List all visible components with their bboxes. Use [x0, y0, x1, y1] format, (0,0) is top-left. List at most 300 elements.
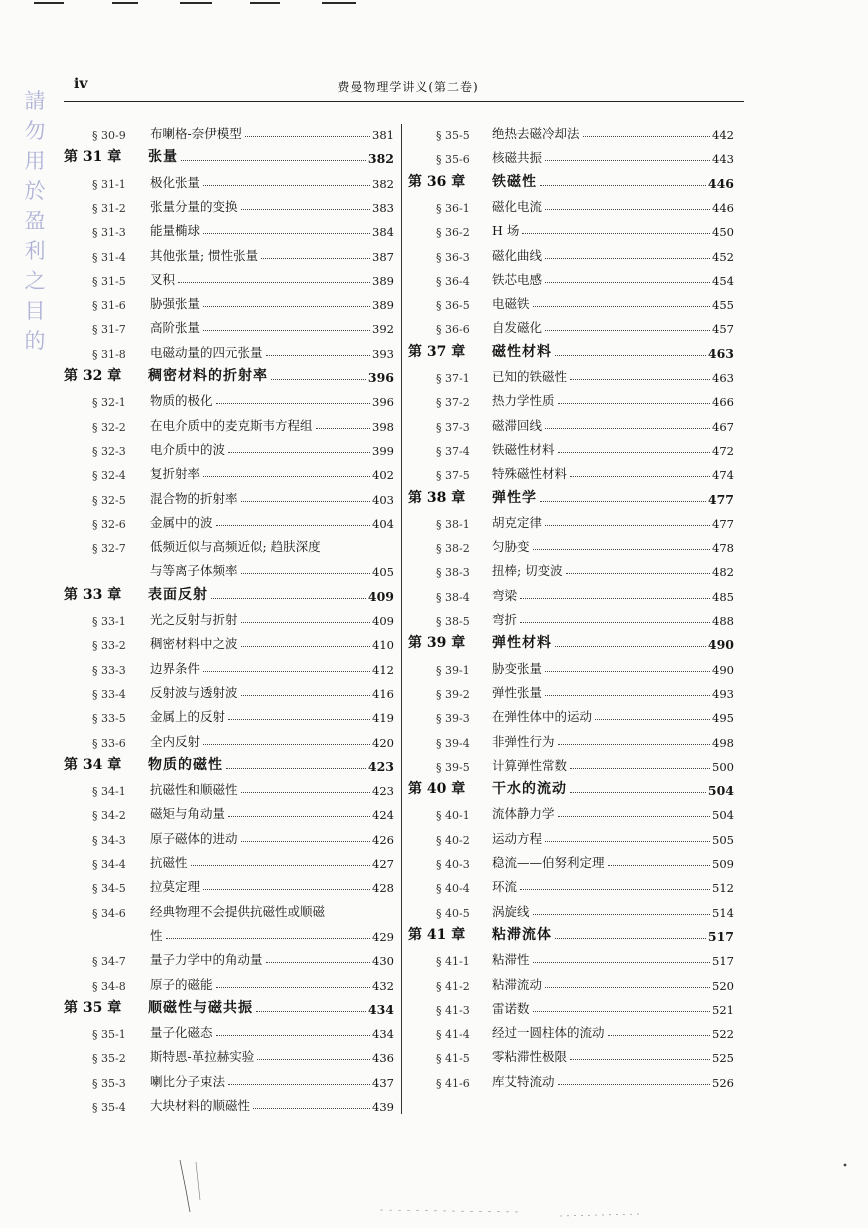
toc-section	[92, 944, 394, 968]
dot-leader	[241, 792, 371, 793]
dot-leader	[203, 476, 370, 477]
dot-leader	[555, 646, 706, 647]
dot-leader	[316, 428, 371, 429]
dot-leader	[211, 598, 366, 599]
chapter-title: 磁性材料	[492, 343, 552, 360]
section-number: § 32-7	[92, 542, 126, 556]
dot-leader	[520, 598, 710, 599]
section-number: § 36-4	[436, 274, 470, 288]
toc-section	[92, 701, 394, 725]
section-number: § 39-5	[436, 760, 470, 774]
page-ref: 412	[372, 662, 394, 677]
chapter-title: 物质的磁性	[148, 756, 223, 773]
page-ref: 396	[372, 395, 394, 410]
toc-section	[92, 798, 394, 822]
page-ref: 493	[712, 686, 734, 701]
toc-section	[436, 361, 734, 385]
section-title: 涡旋线	[492, 903, 530, 919]
header-rule	[64, 101, 744, 102]
section-number: § 34-6	[92, 906, 126, 920]
dot-leader	[583, 136, 711, 137]
toc-chapter	[408, 628, 734, 652]
toc-section	[436, 604, 734, 628]
chapter-title: 干水的流动	[492, 781, 567, 798]
page-ref: 466	[712, 395, 734, 410]
toc-section	[92, 410, 394, 434]
toc-section	[92, 288, 394, 312]
dot-leader	[266, 355, 371, 356]
section-title: 大块材料的顺磁性	[150, 1098, 251, 1113]
dot-leader	[203, 330, 370, 331]
section-title: 胁强张量	[150, 296, 201, 312]
column-divider	[401, 124, 402, 1114]
chapter-number: 第 33 章	[64, 586, 122, 603]
page-ref: 446	[707, 175, 734, 191]
toc-chapter	[408, 920, 734, 944]
page-ref: 437	[372, 1075, 394, 1090]
dot-leader	[228, 452, 370, 453]
section-number: § 37-2	[436, 396, 470, 410]
section-title: 核磁共振	[492, 150, 543, 166]
section-number: § 35-6	[436, 153, 470, 167]
dot-leader	[256, 1011, 366, 1012]
page-ref: 398	[372, 419, 394, 434]
section-title: 张量分量的变换	[150, 198, 238, 214]
section-title: 其他张量; 惯性张量	[150, 247, 259, 263]
section-title: 量子化磁态	[150, 1025, 213, 1041]
dot-leader	[566, 573, 710, 574]
toc-section	[436, 993, 734, 1017]
page-ref: 389	[372, 273, 394, 288]
toc-section	[92, 434, 394, 458]
section-title: 金属中的波	[150, 514, 213, 530]
section-title: 金属上的反射	[150, 709, 226, 725]
section-title: 高阶张量	[150, 320, 201, 336]
section-number: § 32-3	[92, 444, 126, 458]
stamp-char: 勿	[24, 119, 46, 143]
toc-section	[436, 215, 734, 239]
toc-section	[92, 264, 394, 288]
section-number: § 32-5	[92, 493, 126, 507]
toc-section	[436, 847, 734, 871]
section-number: § 39-2	[436, 687, 470, 701]
dot-leader	[545, 695, 710, 696]
dot-leader	[271, 379, 366, 380]
section-number: § 34-4	[92, 858, 126, 871]
section-number: § 37-4	[436, 444, 470, 458]
section-title: 经典物理不会提供抗磁性或顺磁	[150, 903, 326, 919]
page-ref: 482	[712, 565, 734, 580]
section-title: 自发磁化	[492, 320, 543, 336]
page-ref: 382	[367, 151, 394, 167]
toc-section	[92, 458, 394, 482]
chapter-number: 第 40 章	[408, 781, 466, 798]
section-number: § 40-3	[436, 858, 470, 871]
toc-section	[92, 653, 394, 677]
page-ref: 446	[712, 200, 734, 215]
dot-leader	[558, 744, 711, 745]
section-title: 能量椭球	[150, 223, 201, 239]
section-number: § 36-3	[436, 250, 470, 264]
toc-section	[92, 823, 394, 847]
page-ref: 436	[372, 1051, 394, 1066]
page-ref: 477	[707, 491, 734, 507]
page-ref: 485	[712, 589, 734, 604]
section-title: 雷诺数	[492, 1000, 530, 1016]
toc-section	[436, 434, 734, 458]
page-ref: 409	[372, 614, 394, 628]
section-title: 热力学性质	[492, 393, 555, 409]
page-ref: 399	[372, 443, 394, 458]
page-header	[74, 76, 742, 100]
toc-section	[436, 677, 734, 701]
page-ref: 387	[372, 249, 394, 264]
page-ref: 429	[372, 929, 394, 944]
toc-section	[92, 1066, 394, 1090]
toc-section	[92, 240, 394, 264]
dot-leader	[216, 403, 371, 404]
toc-section	[436, 531, 734, 555]
toc-section	[436, 288, 734, 312]
chapter-number: 第 35 章	[64, 999, 122, 1016]
section-number: § 33-4	[92, 687, 126, 701]
section-number: § 36-5	[436, 299, 470, 313]
chapter-title: 稠密材料的折射率	[148, 368, 268, 384]
toc-section	[436, 750, 734, 774]
dot-leader	[545, 671, 710, 672]
section-number: § 34-5	[92, 882, 126, 896]
section-number: § 32-1	[92, 396, 126, 410]
dot-leader	[228, 816, 370, 817]
stamp-char: 用	[24, 149, 46, 173]
page-ref: 450	[712, 225, 734, 240]
section-number: § 31-8	[92, 347, 126, 361]
dot-leader	[203, 889, 370, 890]
page-ref: 452	[712, 249, 734, 264]
toc-section	[436, 240, 734, 264]
dot-leader	[533, 306, 711, 307]
toc-section	[436, 264, 734, 288]
toc-chapter	[408, 167, 734, 191]
chapter-number: 第 32 章	[64, 368, 122, 384]
section-number: § 39-1	[436, 663, 470, 677]
section-title: H 场	[492, 223, 520, 239]
section-title: 特殊磁性材料	[492, 466, 568, 482]
section-number: § 31-2	[92, 201, 126, 215]
dot-leader	[203, 744, 370, 745]
page-ref: 463	[712, 371, 734, 385]
stamp-char: 的	[24, 329, 46, 353]
dot-leader	[595, 719, 710, 720]
page-ref: 439	[372, 1100, 394, 1114]
section-title: 布喇格-奈伊模型	[150, 126, 242, 141]
page-ref: 393	[372, 346, 394, 361]
dot-leader	[558, 816, 711, 817]
toc-section	[436, 142, 734, 166]
page-ref: 392	[372, 322, 394, 337]
section-number: § 33-3	[92, 663, 126, 677]
dot-leader	[226, 768, 366, 769]
section-number: § 36-1	[436, 201, 470, 215]
section-number: § 40-2	[436, 833, 470, 847]
page-ref: 490	[712, 662, 734, 677]
section-title: 粘滞流动	[492, 976, 543, 992]
dot-leader	[555, 355, 706, 356]
section-title: 流体静力学	[492, 806, 555, 822]
page-ref: 389	[372, 298, 394, 313]
page-ref: 455	[712, 298, 734, 313]
dot-leader	[608, 865, 711, 866]
dot-leader	[570, 1059, 710, 1060]
section-number: § 33-2	[92, 639, 126, 653]
dot-leader	[166, 938, 371, 939]
section-title: 极化张量	[150, 174, 201, 190]
watermark-stamp	[20, 86, 50, 356]
dot-leader	[241, 646, 371, 647]
dot-leader	[545, 841, 710, 842]
section-number: § 34-2	[92, 809, 126, 823]
dot-leader	[608, 1035, 711, 1036]
section-title: 与等离子体频率	[150, 563, 238, 579]
page-ref: 434	[367, 1001, 394, 1017]
dot-leader	[558, 1084, 711, 1085]
page-ref: 402	[372, 468, 394, 483]
section-title: 磁化曲线	[492, 247, 543, 263]
section-number: § 40-5	[436, 906, 470, 920]
section-title: 性	[150, 927, 163, 943]
section-title: 叉积	[150, 271, 176, 287]
page-ref: 472	[712, 443, 734, 458]
toc-section	[92, 167, 394, 191]
section-number: § 38-5	[436, 615, 470, 628]
page-ref: 454	[712, 273, 734, 288]
page-ref: 426	[372, 832, 394, 847]
dot-leader	[545, 282, 710, 283]
toc-section	[92, 118, 394, 142]
toc-section	[436, 458, 734, 482]
section-title: 边界条件	[150, 660, 201, 676]
top-edge-marks	[0, 0, 868, 6]
toc-section	[92, 1017, 394, 1041]
stamp-char: 於	[24, 179, 46, 203]
page-ref: 430	[372, 954, 394, 969]
dot-leader	[178, 282, 370, 283]
toc-section	[436, 944, 734, 968]
chapter-title: 弹性学	[492, 489, 537, 506]
section-number: § 34-3	[92, 833, 126, 847]
section-number: § 32-4	[92, 469, 126, 483]
toc-section	[436, 507, 734, 531]
dot-leader	[216, 1035, 371, 1036]
toc-section	[436, 118, 734, 142]
chapter-title: 弹性材料	[492, 635, 552, 652]
section-title: 量子力学中的角动量	[150, 952, 263, 968]
section-number: § 31-1	[92, 177, 126, 191]
section-title: 匀胁变	[492, 539, 530, 555]
section-title: 计算弹性常数	[492, 757, 568, 773]
toc-section	[92, 312, 394, 336]
toc-chapter	[64, 142, 394, 166]
toc-section	[92, 555, 394, 579]
page-ref: 490	[707, 637, 734, 653]
toc-section	[436, 823, 734, 847]
section-title: 环流	[492, 879, 518, 895]
toc-section	[436, 191, 734, 215]
dot-leader	[241, 841, 371, 842]
section-title: 运动方程	[492, 830, 543, 846]
section-title: 在电介质中的麦克斯韦方程组	[150, 417, 313, 433]
section-number: § 34-1	[92, 785, 126, 799]
section-title: 喇比分子束法	[150, 1073, 226, 1089]
section-title: 非弹性行为	[492, 733, 555, 749]
stamp-char: 之	[24, 269, 46, 293]
section-title: 弯梁	[492, 587, 518, 603]
page-ref: 409	[367, 588, 394, 604]
section-title: 绝热去磁冷却法	[492, 126, 580, 141]
dot-leader	[558, 452, 711, 453]
page-ref: 420	[372, 735, 394, 750]
dot-leader	[241, 622, 371, 623]
chapter-title: 粘滞流体	[492, 926, 552, 943]
dot-leader	[558, 403, 711, 404]
page-ref: 504	[707, 783, 734, 799]
section-title: 低频近似与高频近似; 趋肤深度	[150, 539, 321, 555]
dot-leader	[241, 573, 371, 574]
section-title: 磁化电流	[492, 198, 543, 214]
dot-leader	[545, 428, 710, 429]
section-number: § 31-5	[92, 274, 126, 288]
page-ref: 457	[712, 322, 734, 337]
section-number: § 33-1	[92, 615, 126, 628]
dot-leader	[216, 525, 371, 526]
chapter-number: 第 41 章	[408, 926, 466, 943]
toc-section	[436, 580, 734, 604]
page-ref: 423	[367, 758, 394, 774]
section-number: § 31-6	[92, 299, 126, 313]
section-title: 抗磁性	[150, 855, 188, 870]
dot-leader	[228, 1084, 370, 1085]
section-title: 斯特恩-革拉赫实验	[150, 1049, 255, 1065]
dot-leader	[545, 160, 710, 161]
dot-leader	[203, 671, 370, 672]
section-title: 已知的铁磁性	[492, 369, 568, 384]
dot-leader	[555, 938, 706, 939]
page-ref: 521	[712, 1002, 734, 1017]
page-ref: 520	[712, 978, 734, 993]
dot-leader	[241, 209, 371, 210]
section-number: § 33-6	[92, 736, 126, 750]
toc-section	[436, 1066, 734, 1090]
section-number: § 41-5	[436, 1052, 470, 1066]
toc-section	[92, 847, 394, 871]
section-number: § 31-3	[92, 226, 126, 240]
toc-chapter	[64, 361, 394, 385]
dot-leader	[570, 379, 710, 380]
section-number: § 39-4	[436, 736, 470, 750]
section-title: 铁磁性材料	[492, 441, 555, 457]
section-number: § 37-3	[436, 420, 470, 434]
dot-leader	[545, 330, 710, 331]
dot-leader	[545, 987, 710, 988]
dot-leader	[203, 185, 370, 186]
toc-section	[436, 871, 734, 895]
toc-section	[92, 385, 394, 409]
section-number: § 31-7	[92, 323, 126, 337]
dot-leader	[540, 185, 706, 186]
dot-leader	[216, 987, 371, 988]
section-number: § 41-3	[436, 1003, 470, 1017]
toc-section	[92, 337, 394, 361]
section-title: 原子的磁能	[150, 976, 213, 992]
chapter-title: 铁磁性	[492, 173, 537, 190]
toc-section	[436, 555, 734, 579]
dot-leader	[261, 258, 370, 259]
stamp-char: 請	[24, 89, 46, 113]
toc-section	[92, 1090, 394, 1114]
section-number: § 40-4	[436, 882, 470, 896]
dot-leader	[540, 501, 706, 502]
toc-section	[92, 774, 394, 798]
toc-section	[92, 215, 394, 239]
section-number: § 38-2	[436, 542, 470, 556]
toc-section	[436, 896, 734, 920]
dot-leader	[522, 233, 710, 234]
section-number: § 30-9	[92, 129, 126, 142]
dot-leader	[570, 476, 710, 477]
toc-section	[92, 191, 394, 215]
dot-leader	[253, 1108, 370, 1109]
dot-leader	[570, 768, 710, 769]
chapter-number: 第 36 章	[408, 173, 466, 190]
section-number: § 37-1	[436, 372, 470, 385]
dot-leader	[191, 865, 371, 866]
section-title: 电磁铁	[492, 296, 530, 312]
page-ref: 419	[372, 711, 394, 726]
toc-section	[92, 871, 394, 895]
section-title: 零粘滞性极限	[492, 1049, 568, 1065]
section-number: § 36-6	[436, 323, 470, 337]
page-ref: 382	[372, 176, 394, 191]
page-ref: 467	[712, 419, 734, 434]
section-number: § 35-2	[92, 1052, 126, 1066]
page-ref: 381	[372, 128, 394, 142]
section-number: § 34-8	[92, 979, 126, 993]
section-title: 铁芯电感	[492, 271, 543, 287]
toc-section	[92, 896, 394, 920]
chapter-title: 顺磁性与磁共振	[148, 999, 253, 1016]
section-title: 磁矩与角动量	[150, 806, 226, 822]
page-ref: 477	[712, 516, 734, 531]
section-title: 在弹性体中的运动	[492, 709, 593, 725]
section-title: 电磁动量的四元张量	[150, 344, 263, 360]
section-number: § 35-4	[92, 1101, 126, 1114]
section-number: § 38-4	[436, 590, 470, 604]
toc-section	[92, 969, 394, 993]
section-title: 粘滞性	[492, 952, 530, 968]
page-ref: 463	[707, 345, 734, 361]
chapter-title: 表面反射	[148, 586, 208, 603]
page-ref: 474	[712, 468, 734, 483]
dot-leader	[203, 233, 370, 234]
section-number: § 31-4	[92, 250, 126, 264]
dot-leader	[533, 1011, 711, 1012]
dot-leader	[203, 306, 370, 307]
dot-leader	[545, 525, 710, 526]
page-ref: 517	[707, 928, 734, 944]
section-number: § 35-1	[92, 1028, 126, 1042]
page-ref: 512	[712, 881, 734, 896]
page-ref: 526	[712, 1075, 734, 1090]
